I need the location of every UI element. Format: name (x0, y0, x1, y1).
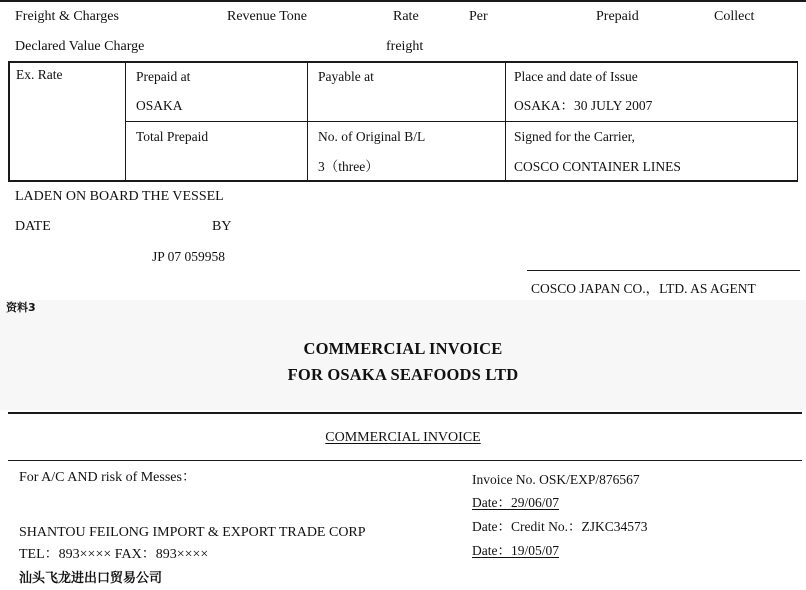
ex-rate-label: Ex. Rate (16, 67, 63, 82)
invoice-bottom-rule (8, 460, 802, 461)
agent-signature-line (527, 270, 800, 271)
freight-charges-label: Freight & Charges (15, 9, 119, 24)
grid-line-bottom (8, 180, 798, 182)
by-label: BY (212, 219, 232, 234)
prepaid-at-value: OSAKA (136, 98, 183, 113)
invoice-subheading: COMMERCIAL INVOICE (325, 430, 481, 445)
buyer-name-chinese: 汕头飞龙进出口贸易公司 (19, 571, 163, 586)
prepaid-at-label: Prepaid at (136, 69, 191, 84)
declared-value-charge-label: Declared Value Charge (15, 39, 145, 54)
reference-number: JP 07 059958 (152, 249, 226, 264)
signed-for-carrier-label: Signed for the Carrier, (514, 129, 635, 144)
collect-label: Collect (714, 9, 755, 24)
revenue-tone-label: Revenue Tone (227, 9, 308, 24)
account-risk-label: For A/C AND risk of Messes： (19, 470, 196, 485)
payable-at-label: Payable at (318, 69, 374, 84)
total-prepaid-label: Total Prepaid (136, 129, 209, 144)
invoice-heading-line1: COMMERCIAL INVOICE (303, 339, 503, 358)
credit-date: Date：19/05/07 (472, 543, 559, 558)
grid-line-top (8, 61, 798, 63)
top-border (0, 0, 806, 2)
invoice-number: Invoice No. OSK/EXP/876567 (472, 472, 640, 487)
agent-name: COSCO JAPAN CO.，LTD. AS AGENT (531, 281, 756, 296)
original-bl-label: No. of Original B/L (318, 129, 426, 144)
date-label: DATE (15, 219, 51, 234)
carrier-name: COSCO CONTAINER LINES (514, 159, 681, 174)
grid-line-left (8, 61, 10, 181)
credit-number: Date：Credit No.：ZJKC34573 (472, 519, 648, 534)
per-label: Per (469, 9, 488, 24)
invoice-heading-line2: FOR OSAKA SEAFOODS LTD (287, 365, 519, 384)
grid-line-middle (125, 121, 798, 122)
rate-label: Rate (393, 9, 419, 24)
laden-on-board-label: LADEN ON BOARD THE VESSEL (15, 189, 224, 204)
buyer-name: SHANTOU FEILONG IMPORT & EXPORT TRADE CORP (19, 525, 366, 540)
section-label: 资料3 (6, 301, 36, 314)
prepaid-label: Prepaid (596, 9, 639, 24)
invoice-date: Date：29/06/07 (472, 495, 559, 510)
invoice-top-rule (8, 412, 802, 414)
place-date-issue-label: Place and date of Issue (514, 69, 638, 84)
place-date-issue-value: OSAKA：30 JULY 2007 (514, 98, 653, 113)
buyer-tel-fax: TEL：893×××× FAX：893×××× (19, 547, 209, 562)
original-bl-value: 3（three） (318, 159, 379, 174)
freight-label: freight (386, 39, 424, 54)
